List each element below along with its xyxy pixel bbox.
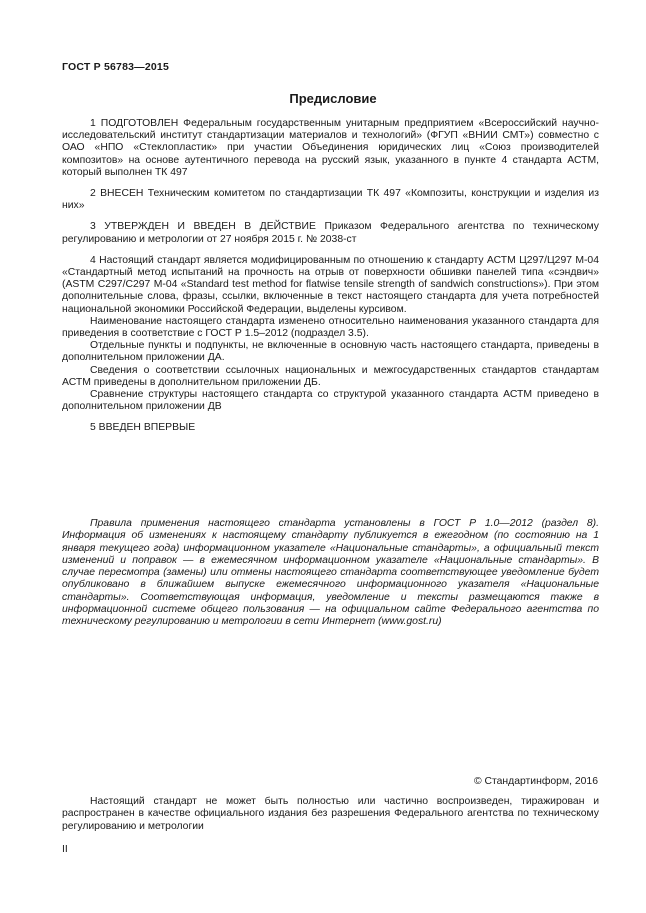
reproduction-notice	[62, 796, 599, 833]
section-4-paragraph-2: Наименование настоящего стандарта изменено относительно наименования указанного стандарта для приведения в соответствие с ГОСТ Р 1.5–2012 (подраздел 3.5).	[62, 315, 599, 340]
rules-notice-text: Правила применения настоящего стандарта установлены в ГОСТ Р 1.0—2012 (раздел 8). Информация об изменениях к настоящему стандарту публикуется в ежегодном (по состоянию на 1 января текущего года) информационном указателе «Национальные стандарты», а официальный текст изменений и поправок — в ежемесячном информационном указателе «Национальные стандарты». В случае пересмотра (замены) или отмены настоящего стандарта соответствующее уведомление будет опубликовано в ближайшем выпуске ежемесячного информационного указателя «Национальные стандарты». Соответствующая информация, уведомление и тексты размещаются также в информационной системе общего пользования — на официальном сайте Федерального агентства по техническому регулированию и метрологии в сети Интернет (www.gost.ru)	[62, 518, 599, 628]
section-4-paragraph-3: Отдельные пункты и подпункты, не включенные в основную часть настоящего стандарта, приведены в дополнительном приложении ДА.	[62, 340, 599, 364]
copyright-line: © Стандартинформ, 2016	[473, 776, 598, 787]
reproduction-notice-text: Настоящий стандарт не может быть полностью или частично воспроизведен, тиражирован и распространен в качестве официального издания без разрешения Федерального агентства по техническому регулированию и метрологии	[62, 796, 599, 832]
page-title: Предисловие	[289, 91, 377, 106]
section-1: 1 ПОДГОТОВЛЕН Федеральным государственным унитарным предприятием «Всероссийский научно-исследовательский институт стандартизации материалов и технологий» (ФГУП «ВНИИ СМТ») совместно с ОАО «НПО «Стеклопластик» при участии Объединения юридических лиц «Союз производителей композитов» на основе аутентичного перевода на русский язык, указанного в пункте 4 стандарта АСТМ, который выполнен ТК 497	[62, 118, 599, 178]
standard-code: ГОСТ Р 56783—2015	[62, 61, 170, 73]
page-number: II	[62, 844, 68, 855]
section-4-paragraph-5: Сравнение структуры настоящего стандарта со структурой указанного стандарта АСТМ приведено в дополнительном приложении ДВ	[62, 389, 599, 413]
section-4-paragraph-1: 4 Настоящий стандарт является модифицированным по отношению к стандарту АСТМ Ц297/Ц297 М-04 «Стандартный метод испытаний на прочность на отрыв от поверхности обшивки панелей типа «сэндвич» (ASTM C297/C297 M-04 «Standard test method for flatwise tensile strength of sandwich constructions»). При этом дополнительные слова, фразы, ссылки, включенные в текст настоящего стандарта для учета потребностей национальной экономики Российской Федерации, выделены курсивом.	[62, 254, 599, 315]
section-5: 5 ВВЕДЕН ВПЕРВЫЕ	[90, 422, 196, 434]
section-3: 3 УТВЕРЖДЕН И ВВЕДЕН В ДЕЙСТВИЕ Приказом Федерального агентства по техническому регулированию и метрологии от 27 ноября 2015 г. № 2038-ст	[62, 221, 599, 245]
rules-notice	[62, 518, 599, 629]
section-4-paragraph-4: Сведения о соответствии ссылочных национальных и межгосударственных стандартов стандартам АСТМ приведены в дополнительном приложении ДБ.	[62, 364, 599, 388]
section-2: 2 ВНЕСЕН Техническим комитетом по стандартизации ТК 497 «Композиты, конструкции и изделия из них»	[62, 188, 599, 212]
foreword-body	[62, 118, 599, 435]
